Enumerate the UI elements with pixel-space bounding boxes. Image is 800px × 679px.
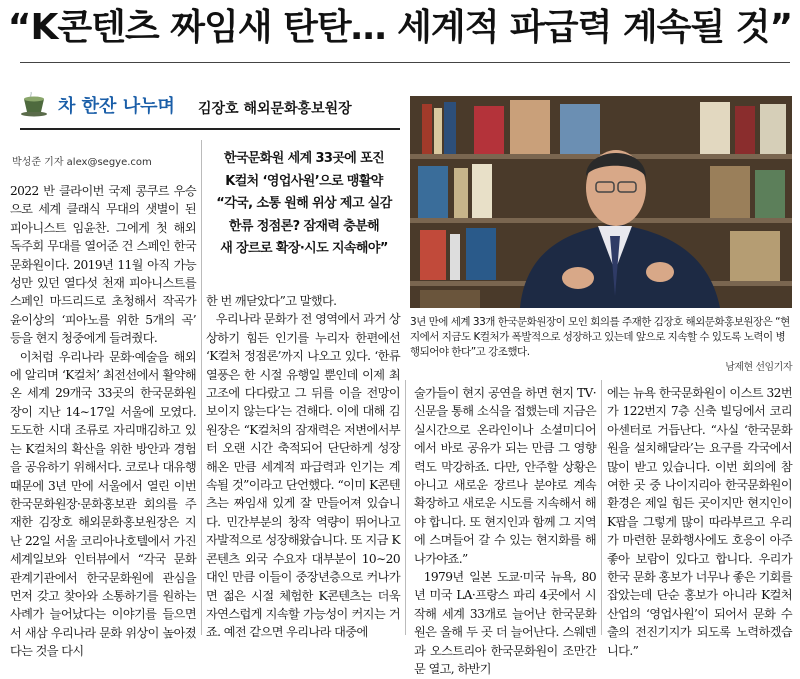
pull-quote-line: 새 장르로 확장·시도 지속해야” [220,241,388,256]
column-2 [206,292,400,640]
paragraph: 우리나라 문화가 전 영역에서 과거 상상하기 힘든 인기를 누리자 한편에선 ‘K컬처 정점론’까지 나오고 있다. ‘한류 열풍은 한 시절 유행일 뿐인데 이제 최고조에 다다랐고 그 뒤를 이을 전망이 보이지 않는다’는 견해다. 이에 대해 김 원장은 “K컬처의 잠재력은 저변에서부터 오랜 시간 축적되어 단단하게 성장해온 만큼 세계적 파급력과 인기는 계속될 것”이라고 단언했다. “이미 K콘텐츠는 짜임새 있게 잘 만들어져 있습니다. 민간부분의 창작 역량이 뛰어나고 자발적으로 성장해왔습니다. 또 지금 K콘텐츠 외국 수요자 대부분이 10∼20대인 만큼 이들이 중장년층으로 커나가면 젊은 시절 체험한 K콘텐츠는 더욱 자연스럽게 지속할 가능성이 커지는 거죠. 예전 같으면 우리나라 대중에 [206,312,400,640]
pull-quote-line: 한류 정점론? 잠재력 충분해 [228,218,380,234]
series-banner [20,92,175,118]
photo-credit: 남제현 선임기자 [725,362,792,373]
column-4 [607,384,792,658]
column-divider [601,380,602,635]
column-1 [10,182,196,659]
pull-quote-line: 한국문화원 세계 33곳에 포진 [223,151,385,166]
interview-photo [410,96,792,308]
headline-rule [20,62,790,63]
paragraph: 이처럼 우리나라 문화·예술을 해외에 알리며 ‘K컬처’ 최전선에서 활약해 온 세계 29개국 33곳의 한국문화원장이 지난 14∼17일 서울에 모였다. 도도한 시대 조류로 자리매김하고 있는 K컬처의 확산을 위한 방안과 경험을 공유하기 위해서다. 코로나 대유행 때문에 3년 만에 서울에서 열린 이번 한국문화원장·문화홍보관 회의를 주재한 김장호 해외문화홍보원장은 지난 22일 서울 코리아나호텔에서 가진 세계일보와 인터뷰에서 “각국 문화 관계기관에서 한국문화원에 관심을 먼저 갖고 찾아와 소통하기를 원하는 사례가 늘어났다는 이야기를 들으면서 새삼 우리나라 문화 위상이 높아졌다는 것을 다시 [10,349,196,659]
column-divider [405,380,406,635]
pull-quote-line: K컬처 ‘영업사원’으로 맹활약 [225,173,383,189]
caption-text: 3년 만에 세계 33개 한국문화원장이 모인 회의를 주재한 김장호 해외문화홍보원장은 “현지에서 지금도 K컬처가 폭발적으로 성장하고 있는데 앞으로 지속할 수 있도록 노력이 병행되어야 한다”고 강조했다. [410,316,790,358]
pull-quote [206,148,402,261]
paragraph: 1979년 일본 도쿄·미국 뉴욕, 80년 미국 LA·프랑스 파리 4곳에서 시작해 세계 33개로 늘어난 한국문화원은 올해 두 곳 더 늘어난다. 스웨덴과 오스트리아 한국문화원이 조만간 문 열고, 하반기 [414,570,596,677]
teacup-icon [20,93,48,117]
section-rule [20,128,400,130]
byline: 박성준 기자 alex@segye.com [12,157,152,168]
column-divider [201,140,202,635]
interviewee-name: 김장호 해외문화홍보원장 [198,101,352,117]
series-title: 차 한잔 나누며 [58,96,175,117]
paragraph: 에는 뉴욕 한국문화원이 이스트 32번가 122번지 7층 신축 빌딩에서 코리아센터로 거듭난다. “사실 ‘한국문화원을 설치해달라’는 요구를 각국에서 많이 받고 있습니다. 이번 회의에 참여한 곳 중 나이지리아 한국문화원이 환경은 제일 힘든 곳이지만 현지인이 K팝을 그렇게 많이 따라부르고 우리가 마련한 문화행사에도 호응이 아주 좋아 보람이 있다고 합니다. 우리가 한국 문화 홍보가 너무나 좋은 기회를 잡았는데 단순 홍보가 아니라 K컬처산업의 ‘영업사원’이 되어서 문화 수출의 전진기지가 되도록 노력하겠습니다.” [607,386,792,658]
pull-quote-line: “각국, 소통 원해 위상 제고 실감 [216,196,392,211]
column-3 [414,384,596,677]
paragraph: 2022 반 클라이번 국제 콩쿠르 우승으로 세계 클래식 무대의 샛별이 된 피아니스트 임윤찬. 그에게 첫 해외 독주회 무대를 열어준 건 스페인 한국문화원이다. 2019년 11월 아직 가능성만 있던 열다섯 천재 피아니스트를 스페인 마드리드로 초청해서 작곡가 윤이상의 ‘피아노를 위한 5개의 곡’ 등을 현지 청중에게 들려줬다. [10,184,196,346]
paragraph: 술가들이 현지 공연을 하면 현지 TV·신문을 통해 소식을 접했는데 지금은 실시간으로 온라인이나 소셜미디어에서 바로 공유가 되는 만큼 그 영향력도 막강하죠. 다만, 안주할 상황은 아니고 새로운 장르나 분야로 계속 확장하고 새로운 시도를 지속해서 해야 합니다. 또 현지인과 함께 그 지역에 스며들어 갈 수 있는 현지화를 해나가야죠.” [414,386,596,566]
photo-caption [410,315,792,375]
headline: “K콘텐츠 짜임새 탄탄… 세계적 파급력 계속될 것” [7,7,793,48]
paragraph: 한 번 깨닫았다”고 말했다. [206,294,337,308]
